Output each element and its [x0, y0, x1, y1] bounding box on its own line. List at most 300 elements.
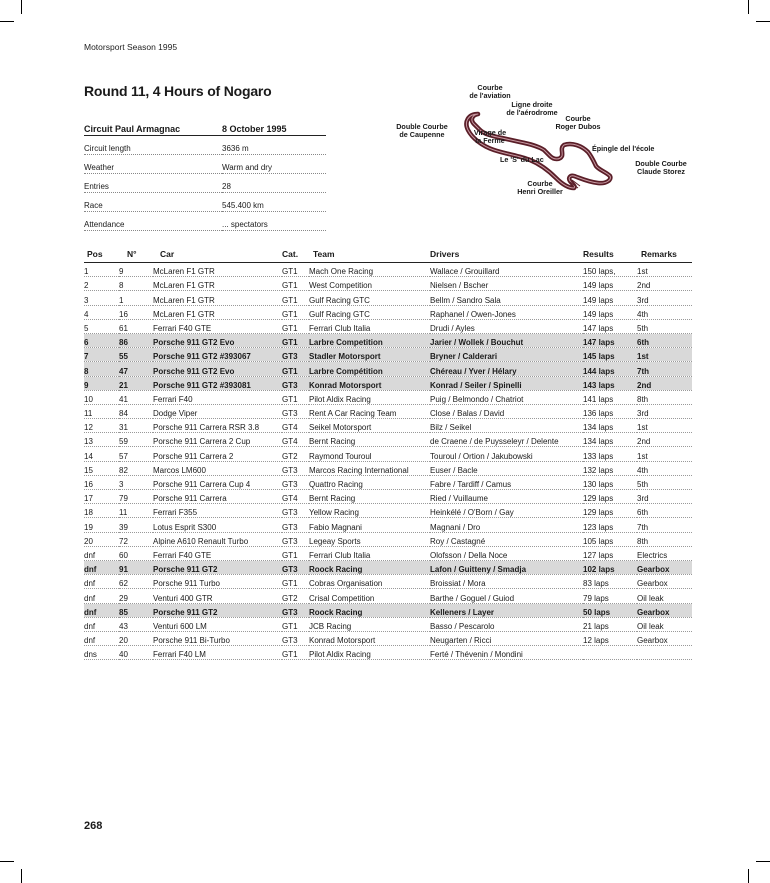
cell-remarks: 1st	[637, 348, 692, 362]
cell-pos: 1	[84, 263, 119, 277]
col-number: N°	[119, 247, 153, 263]
cell-team: Bernt Racing	[309, 490, 430, 504]
cell-pos: 14	[84, 447, 119, 461]
cell-cat: GT4	[282, 433, 309, 447]
table-row	[84, 461, 692, 475]
cell-cat: GT1	[282, 319, 309, 333]
cell-car: Ferrari F40 GTE	[153, 546, 282, 560]
crop-mark	[21, 869, 22, 883]
table-row	[84, 447, 692, 461]
cell-team: Raymond Touroul	[309, 447, 430, 461]
table-row	[84, 589, 692, 603]
cell-drivers: Neugarten / Ricci	[430, 631, 583, 645]
crop-mark	[756, 21, 770, 22]
results-table	[84, 247, 692, 660]
table-row	[84, 376, 692, 390]
cell-no: 39	[119, 518, 153, 532]
cell-pos: 4	[84, 305, 119, 319]
table-row	[84, 362, 692, 376]
cell-remarks: 1st	[637, 263, 692, 277]
cell-car: Porsche 911 GT2	[153, 560, 282, 574]
cell-no: 16	[119, 305, 153, 319]
cell-remarks: 4th	[637, 305, 692, 319]
cell-results: 123 laps	[583, 518, 637, 532]
cell-pos: 20	[84, 532, 119, 546]
map-label-ferme: la Ferme	[475, 136, 505, 145]
cell-car: Porsche 911 GT2 #393081	[153, 376, 282, 390]
page-number: 268	[84, 820, 103, 832]
cell-car: Alpine A610 Renault Turbo	[153, 532, 282, 546]
cell-pos: 2	[84, 277, 119, 291]
cell-no: 91	[119, 560, 153, 574]
cell-car: Porsche 911 Bi-Turbo	[153, 631, 282, 645]
info-value: 3636 m	[222, 136, 326, 155]
table-row	[84, 546, 692, 560]
cell-no: 3	[119, 475, 153, 489]
table-row	[84, 305, 692, 319]
map-label-caupenne: Double Courbe	[396, 122, 448, 131]
cell-pos: 12	[84, 419, 119, 433]
cell-car: Porsche 911 GT2 #393067	[153, 348, 282, 362]
table-row	[84, 390, 692, 404]
cell-car: Ferrari F40 LM	[153, 646, 282, 660]
table-row	[84, 603, 692, 617]
cell-results: 12 laps	[583, 631, 637, 645]
cell-results: 147 laps	[583, 319, 637, 333]
cell-drivers: Drudi / Ayles	[430, 319, 583, 333]
cell-results: 134 laps	[583, 433, 637, 447]
cell-team: Cobras Organisation	[309, 575, 430, 589]
cell-drivers: Wallace / Grouillard	[430, 263, 583, 277]
cell-cat: GT2	[282, 589, 309, 603]
cell-pos: 19	[84, 518, 119, 532]
map-label-aviation: Courbe	[477, 83, 503, 92]
cell-team: Yellow Racing	[309, 504, 430, 518]
table-row	[84, 617, 692, 631]
cell-team: Konrad Motorsport	[309, 631, 430, 645]
cell-drivers: Nielsen / Bscher	[430, 277, 583, 291]
cell-cat: GT4	[282, 419, 309, 433]
cell-remarks	[637, 646, 692, 660]
cell-car: Venturi 600 LM	[153, 617, 282, 631]
cell-remarks: Oil leak	[637, 617, 692, 631]
cell-team: Gulf Racing GTC	[309, 291, 430, 305]
table-row	[84, 646, 692, 660]
cell-drivers: Bellm / Sandro Sala	[430, 291, 583, 305]
cell-remarks: 5th	[637, 475, 692, 489]
crop-mark	[0, 861, 14, 862]
info-row	[84, 174, 326, 193]
info-row	[84, 155, 326, 174]
cell-results: 144 laps	[583, 362, 637, 376]
cell-pos: 13	[84, 433, 119, 447]
table-row	[84, 490, 692, 504]
col-remarks: Remarks	[637, 247, 692, 263]
crop-mark	[0, 21, 14, 22]
map-label-lac: Le 'S' du Lac	[500, 155, 544, 164]
cell-team: Gulf Racing GTC	[309, 305, 430, 319]
cell-car: Porsche 911 Carrera Cup 4	[153, 475, 282, 489]
cell-remarks: 5th	[637, 319, 692, 333]
circuit-info-header	[84, 118, 326, 136]
map-label-roger-dubos: Roger Dubos	[555, 122, 601, 131]
cell-results: 132 laps	[583, 461, 637, 475]
cell-results: 134 laps	[583, 419, 637, 433]
cell-remarks: 8th	[637, 532, 692, 546]
table-row	[84, 419, 692, 433]
cell-car: Porsche 911 Carrera 2	[153, 447, 282, 461]
cell-results: 50 laps	[583, 603, 637, 617]
cell-pos: 5	[84, 319, 119, 333]
cell-team: Marcos Racing International	[309, 461, 430, 475]
cell-car: Ferrari F40 GTE	[153, 319, 282, 333]
cell-cat: GT1	[282, 263, 309, 277]
cell-team: Roock Racing	[309, 560, 430, 574]
cell-car: Porsche 911 Carrera	[153, 490, 282, 504]
table-row	[84, 504, 692, 518]
map-label-oreiller: Courbe	[527, 179, 553, 188]
cell-no: 40	[119, 646, 153, 660]
cell-team: Larbre Compétition	[309, 362, 430, 376]
cell-no: 57	[119, 447, 153, 461]
cell-no: 9	[119, 263, 153, 277]
crop-mark	[21, 0, 22, 14]
running-head: Motorsport Season 1995	[84, 42, 178, 52]
info-label: Race	[84, 193, 222, 212]
cell-drivers: Heinkélé / O'Born / Gay	[430, 504, 583, 518]
cell-drivers: Bryner / Calderari	[430, 348, 583, 362]
cell-cat: GT3	[282, 603, 309, 617]
cell-no: 8	[119, 277, 153, 291]
cell-cat: GT4	[282, 490, 309, 504]
cell-team: Ferrari Club Italia	[309, 319, 430, 333]
cell-cat: GT1	[282, 617, 309, 631]
cell-no: 43	[119, 617, 153, 631]
cell-cat: GT3	[282, 504, 309, 518]
cell-results: 136 laps	[583, 404, 637, 418]
cell-drivers: Ferté / Thévenin / Mondini	[430, 646, 583, 660]
cell-pos: 7	[84, 348, 119, 362]
cell-drivers: Touroul / Ortion / Jakubowski	[430, 447, 583, 461]
map-label-ligne-droite: Ligne droite	[511, 100, 553, 109]
cell-remarks: 4th	[637, 461, 692, 475]
cell-no: 62	[119, 575, 153, 589]
cell-drivers: Puig / Belmondo / Chatriot	[430, 390, 583, 404]
cell-car: Porsche 911 Turbo	[153, 575, 282, 589]
cell-drivers: Broissiat / Mora	[430, 575, 583, 589]
cell-team: Rent A Car Racing Team	[309, 404, 430, 418]
map-label-caupenne: de Caupenne	[399, 130, 445, 139]
cell-drivers: Basso / Pescarolo	[430, 617, 583, 631]
circuit-name: Circuit Paul Armagnac	[84, 118, 222, 136]
cell-results: 127 laps	[583, 546, 637, 560]
map-label-oreiller: Henri Oreiller	[517, 187, 563, 196]
map-label-storez: Claude Storez	[637, 167, 685, 176]
cell-results: 147 laps	[583, 333, 637, 347]
cell-results: 145 laps	[583, 348, 637, 362]
cell-cat: GT3	[282, 518, 309, 532]
cell-no: 84	[119, 404, 153, 418]
cell-cat: GT3	[282, 631, 309, 645]
col-category: Cat.	[282, 247, 309, 263]
cell-results: 149 laps	[583, 277, 637, 291]
cell-team: Konrad Motorsport	[309, 376, 430, 390]
cell-remarks: Electrics	[637, 546, 692, 560]
cell-results: 149 laps	[583, 291, 637, 305]
cell-cat: GT1	[282, 575, 309, 589]
cell-drivers: Jarier / Wollek / Bouchut	[430, 333, 583, 347]
cell-no: 82	[119, 461, 153, 475]
cell-results: 130 laps	[583, 475, 637, 489]
cell-car: Marcos LM600	[153, 461, 282, 475]
cell-drivers: Fabre / Tardiff / Camus	[430, 475, 583, 489]
cell-results: 21 laps	[583, 617, 637, 631]
cell-remarks: 7th	[637, 518, 692, 532]
table-row	[84, 291, 692, 305]
cell-no: 61	[119, 319, 153, 333]
cell-car: Porsche 911 GT2 Evo	[153, 333, 282, 347]
cell-results: 150 laps,	[583, 263, 637, 277]
cell-car: McLaren F1 GTR	[153, 305, 282, 319]
info-label: Entries	[84, 174, 222, 193]
cell-remarks: 1st	[637, 419, 692, 433]
cell-no: 60	[119, 546, 153, 560]
cell-pos: 16	[84, 475, 119, 489]
cell-cat: GT1	[282, 277, 309, 291]
cell-cat: GT1	[282, 333, 309, 347]
cell-cat: GT3	[282, 475, 309, 489]
cell-remarks: Gearbox	[637, 631, 692, 645]
cell-cat: GT2	[282, 447, 309, 461]
table-row	[84, 518, 692, 532]
info-value: 545.400 km	[222, 193, 326, 212]
table-row	[84, 532, 692, 546]
cell-car: McLaren F1 GTR	[153, 263, 282, 277]
cell-remarks: Gearbox	[637, 575, 692, 589]
crop-mark	[748, 869, 749, 883]
cell-drivers: Kelleners / Layer	[430, 603, 583, 617]
map-label-aviation: de l'aviation	[469, 91, 511, 100]
table-row	[84, 348, 692, 362]
info-value: ... spectators	[222, 212, 326, 231]
cell-no: 86	[119, 333, 153, 347]
cell-cat: GT1	[282, 362, 309, 376]
info-value: Warm and dry	[222, 155, 326, 174]
cell-car: Porsche 911 GT2 Evo	[153, 362, 282, 376]
cell-car: Porsche 911 Carrera RSR 3.8	[153, 419, 282, 433]
info-value: 28	[222, 174, 326, 193]
cell-drivers: de Craene / de Puysseleyr / Delente	[430, 433, 583, 447]
cell-no: 1	[119, 291, 153, 305]
cell-no: 29	[119, 589, 153, 603]
info-label: Attendance	[84, 212, 222, 231]
cell-pos: dnf	[84, 560, 119, 574]
cell-results: 149 laps	[583, 305, 637, 319]
cell-team: Roock Racing	[309, 603, 430, 617]
table-row	[84, 575, 692, 589]
cell-remarks: 6th	[637, 504, 692, 518]
cell-no: 72	[119, 532, 153, 546]
map-label-roger-dubos: Courbe	[565, 114, 591, 123]
cell-cat: GT3	[282, 461, 309, 475]
cell-drivers: Lafon / Guitteny / Smadja	[430, 560, 583, 574]
cell-remarks: Oil leak	[637, 589, 692, 603]
cell-team: Larbre Competition	[309, 333, 430, 347]
cell-pos: dns	[84, 646, 119, 660]
cell-pos: 9	[84, 376, 119, 390]
cell-pos: dnf	[84, 575, 119, 589]
cell-no: 41	[119, 390, 153, 404]
table-row	[84, 560, 692, 574]
cell-no: 79	[119, 490, 153, 504]
cell-drivers: Barthe / Goguel / Guiod	[430, 589, 583, 603]
cell-car: Porsche 911 Carrera 2 Cup	[153, 433, 282, 447]
cell-pos: dnf	[84, 631, 119, 645]
table-row	[84, 277, 692, 291]
cell-cat: GT1	[282, 390, 309, 404]
results-header-row	[84, 247, 692, 263]
table-row	[84, 404, 692, 418]
race-date: 8 October 1995	[222, 118, 326, 136]
cell-pos: 6	[84, 333, 119, 347]
cell-pos: dnf	[84, 589, 119, 603]
cell-remarks: 2nd	[637, 376, 692, 390]
info-row	[84, 193, 326, 212]
cell-cat: GT1	[282, 546, 309, 560]
cell-remarks: Gearbox	[637, 603, 692, 617]
cell-pos: dnf	[84, 546, 119, 560]
cell-no: 21	[119, 376, 153, 390]
info-row	[84, 212, 326, 231]
cell-team: Quattro Racing	[309, 475, 430, 489]
crop-mark	[756, 861, 770, 862]
col-team: Team	[309, 247, 430, 263]
cell-car: Venturi 400 GTR	[153, 589, 282, 603]
cell-cat: GT1	[282, 646, 309, 660]
cell-drivers: Euser / Bacle	[430, 461, 583, 475]
cell-cat: GT3	[282, 348, 309, 362]
cell-results: 83 laps	[583, 575, 637, 589]
cell-team: Crisal Competition	[309, 589, 430, 603]
cell-team: Pilot Aldix Racing	[309, 390, 430, 404]
cell-cat: GT3	[282, 404, 309, 418]
cell-no: 11	[119, 504, 153, 518]
cell-team: Pilot Aldix Racing	[309, 646, 430, 660]
cell-car: McLaren F1 GTR	[153, 277, 282, 291]
map-label-ligne-droite: de l'aérodrome	[506, 108, 558, 117]
cell-remarks: 2nd	[637, 433, 692, 447]
cell-pos: 15	[84, 461, 119, 475]
cell-cat: GT1	[282, 305, 309, 319]
cell-remarks: 8th	[637, 390, 692, 404]
cell-no: 20	[119, 631, 153, 645]
cell-car: Dodge Viper	[153, 404, 282, 418]
info-label: Weather	[84, 155, 222, 174]
cell-pos: 11	[84, 404, 119, 418]
cell-results: 133 laps	[583, 447, 637, 461]
cell-team: Stadler Motorsport	[309, 348, 430, 362]
cell-team: Legeay Sports	[309, 532, 430, 546]
cell-remarks: 3rd	[637, 404, 692, 418]
table-row	[84, 319, 692, 333]
cell-car: Ferrari F40	[153, 390, 282, 404]
cell-drivers: Konrad / Seiler / Spinelli	[430, 376, 583, 390]
cell-results: 129 laps	[583, 504, 637, 518]
cell-drivers: Chéreau / Yver / Hélary	[430, 362, 583, 376]
cell-remarks: 6th	[637, 333, 692, 347]
map-label-ferme: Virage de	[473, 128, 507, 137]
cell-car: Lotus Esprit S300	[153, 518, 282, 532]
col-car: Car	[153, 247, 282, 263]
cell-no: 31	[119, 419, 153, 433]
map-label-storez: Double Courbe	[635, 159, 687, 168]
cell-remarks: 3rd	[637, 291, 692, 305]
cell-results: 141 laps	[583, 390, 637, 404]
cell-results: 129 laps	[583, 490, 637, 504]
circuit-map	[392, 80, 692, 205]
cell-no: 85	[119, 603, 153, 617]
cell-cat: GT3	[282, 560, 309, 574]
cell-results: 143 laps	[583, 376, 637, 390]
cell-team: Fabio Magnani	[309, 518, 430, 532]
cell-team: Mach One Racing	[309, 263, 430, 277]
cell-drivers: Magnani / Dro	[430, 518, 583, 532]
table-row	[84, 433, 692, 447]
cell-pos: 8	[84, 362, 119, 376]
cell-team: JCB Racing	[309, 617, 430, 631]
col-drivers: Drivers	[430, 247, 583, 263]
crop-mark	[748, 0, 749, 14]
cell-pos: dnf	[84, 617, 119, 631]
cell-car: Porsche 911 GT2	[153, 603, 282, 617]
info-label: Circuit length	[84, 136, 222, 155]
cell-pos: 3	[84, 291, 119, 305]
table-row	[84, 475, 692, 489]
cell-car: McLaren F1 GTR	[153, 291, 282, 305]
cell-cat: GT1	[282, 291, 309, 305]
cell-remarks: 3rd	[637, 490, 692, 504]
circuit-info-table	[84, 118, 326, 231]
cell-team: Ferrari Club Italia	[309, 546, 430, 560]
cell-team: Bernt Racing	[309, 433, 430, 447]
cell-pos: 17	[84, 490, 119, 504]
col-pos: Pos	[84, 247, 119, 263]
cell-results: 105 laps	[583, 532, 637, 546]
table-row	[84, 263, 692, 277]
map-label-epingle: Épingle del l'école	[592, 144, 655, 153]
cell-pos: 10	[84, 390, 119, 404]
cell-remarks: 2nd	[637, 277, 692, 291]
col-results: Results	[583, 247, 637, 263]
cell-drivers: Bilz / Seikel	[430, 419, 583, 433]
cell-drivers: Roy / Castagné	[430, 532, 583, 546]
cell-no: 55	[119, 348, 153, 362]
info-row	[84, 136, 326, 155]
cell-drivers: Olofsson / Della Noce	[430, 546, 583, 560]
cell-pos: 18	[84, 504, 119, 518]
cell-car: Ferrari F355	[153, 504, 282, 518]
cell-team: West Competition	[309, 277, 430, 291]
table-row	[84, 631, 692, 645]
cell-remarks: 7th	[637, 362, 692, 376]
cell-no: 59	[119, 433, 153, 447]
cell-drivers: Ried / Vuillaume	[430, 490, 583, 504]
cell-results	[583, 646, 637, 660]
cell-remarks: Gearbox	[637, 560, 692, 574]
table-row	[84, 333, 692, 347]
page-title: Round 11, 4 Hours of Nogaro	[84, 83, 272, 99]
cell-cat: GT3	[282, 532, 309, 546]
